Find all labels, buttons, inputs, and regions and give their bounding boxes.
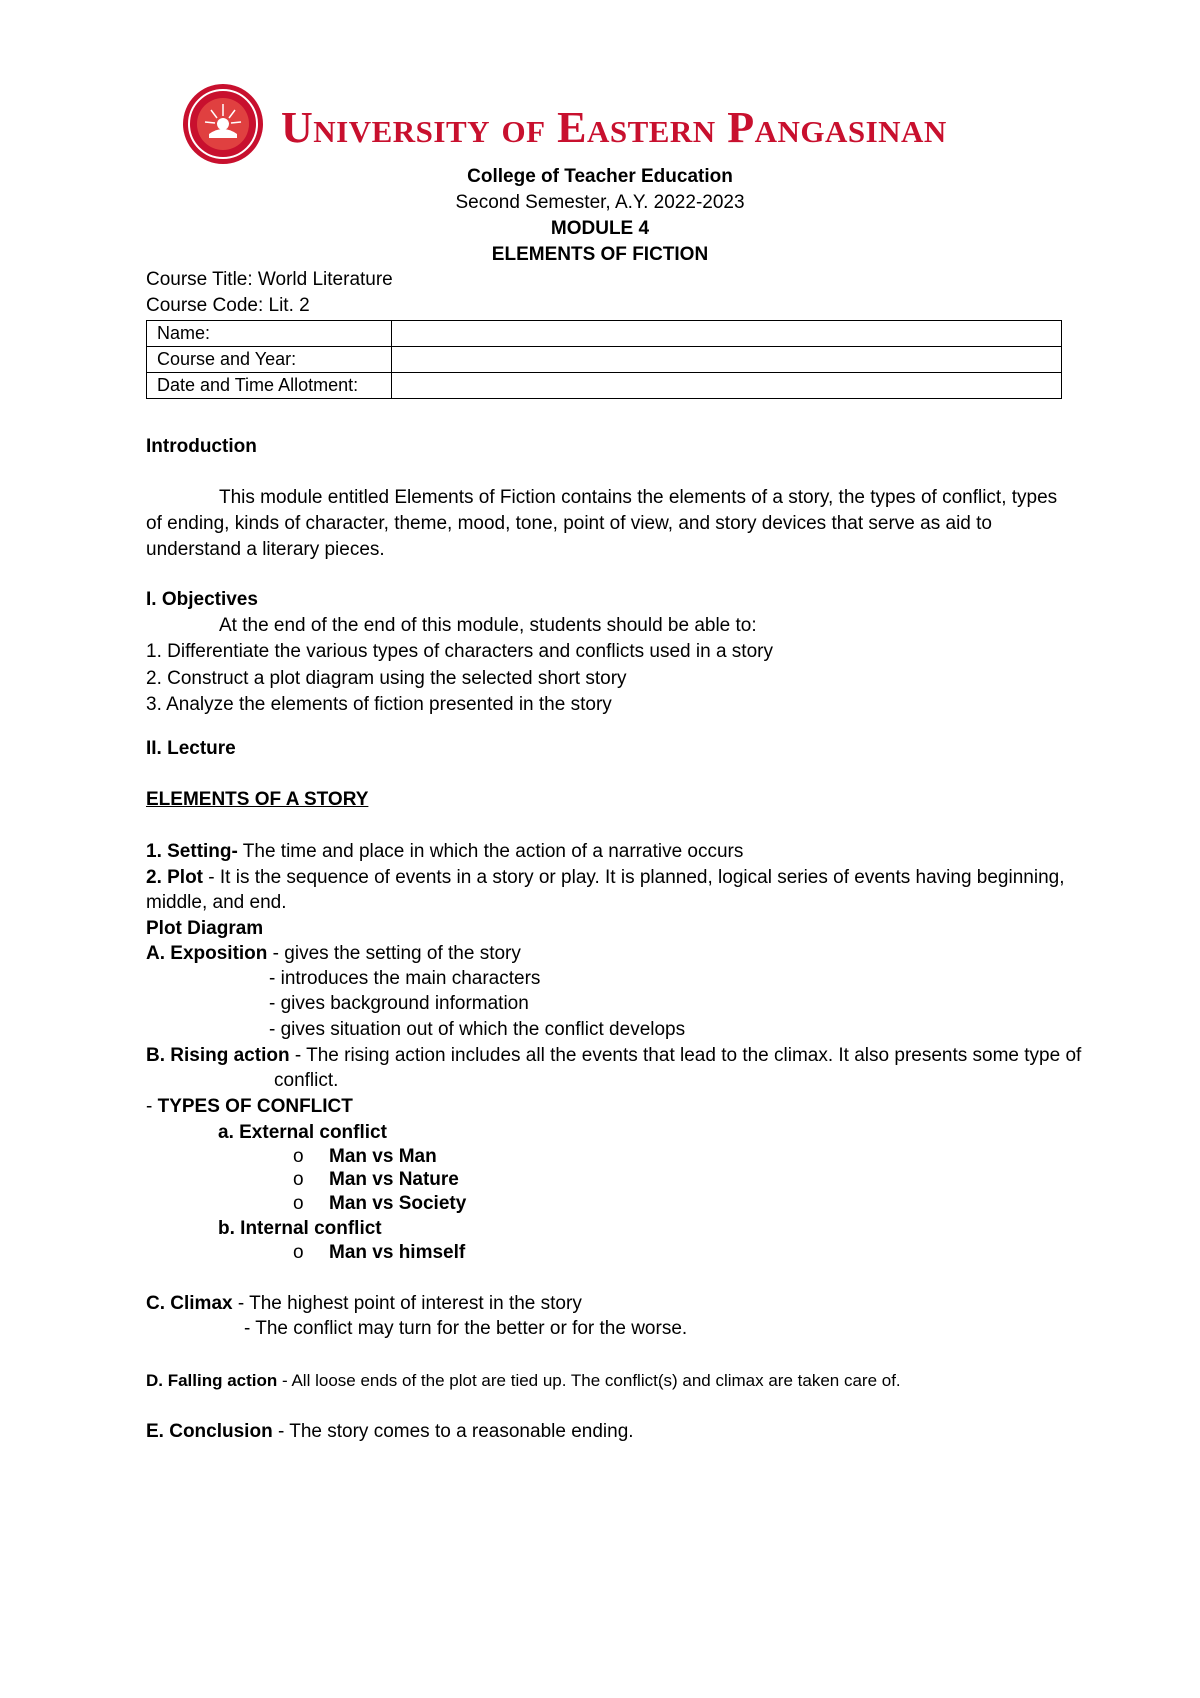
rising-action-text: - The rising action includes all the events that lead to the climax. It also presents some type of [289, 1045, 1082, 1066]
bullet-icon: o [293, 1169, 304, 1190]
section-title: ELEMENTS OF A STORY [146, 789, 369, 810]
exposition-label: A. Exposition [146, 943, 268, 964]
course-year-field[interactable] [392, 347, 1062, 373]
student-info-table [146, 320, 1062, 399]
conclusion-text: - The story comes to a reasonable ending. [272, 1421, 634, 1442]
conclusion-line [146, 1419, 634, 1445]
falling-action-text: - All loose ends of the plot are tied up. The conflict(s) and climax are taken care of. [277, 1371, 901, 1390]
plot-text-continued: middle, and end. [146, 892, 287, 913]
semester-line: Second Semester, A.Y. 2022-2023 [455, 192, 745, 213]
objective-item: 2. Construct a plot diagram using the selected short story [146, 668, 627, 689]
course-year-label: Course and Year: [147, 347, 392, 373]
climax-text-continued: - The conflict may turn for the better or for the worse. [244, 1318, 688, 1339]
plot-text: - It is the sequence of events in a story or play. It is planned, logical series of events having beginning, [203, 867, 1065, 888]
lecture-heading: II. Lecture [146, 738, 236, 759]
table-row [147, 347, 1062, 373]
falling-action-label: D. Falling action [146, 1371, 278, 1390]
course-code: Course Code: Lit. 2 [146, 295, 310, 316]
objective-item: 3. Analyze the elements of fiction presented in the story [146, 694, 612, 715]
falling-action-line [146, 1368, 901, 1394]
types-of-conflict-heading: TYPES OF CONFLICT [157, 1096, 353, 1117]
rising-action-continued: conflict. [274, 1070, 339, 1091]
objectives-intro: At the end of the end of this module, students should be able to: [219, 615, 757, 636]
exposition-item: - gives situation out of which the conflict develops [269, 1019, 686, 1040]
climax-label: C. Climax [146, 1293, 233, 1314]
climax-text: - The highest point of interest in the story [232, 1293, 582, 1314]
bullet-icon: o [293, 1193, 304, 1214]
introduction-text: This module entitled Elements of Fiction contains the elements of a story, the types of conflict, types of ending, kinds of character, theme, mood, tone, point of view, and story devices that serve as aid to understand a literary pieces. [146, 487, 1058, 560]
setting-text: The time and place in which the action of a narrative occurs [237, 841, 744, 862]
types-dash: - [146, 1096, 158, 1117]
name-field[interactable] [392, 321, 1062, 347]
conflict-type: Man vs himself [329, 1242, 466, 1263]
university-name: University of Eastern Pangasinan [281, 103, 947, 152]
bullet-icon: o [293, 1146, 304, 1167]
exposition-item: - gives background information [269, 993, 529, 1014]
exposition-item: - introduces the main characters [269, 968, 541, 989]
objectives-heading: I. Objectives [146, 589, 258, 610]
introduction-heading: Introduction [146, 436, 257, 457]
exposition-item: - gives the setting of the story [267, 943, 521, 964]
table-row [147, 373, 1062, 399]
list-item [293, 1240, 465, 1266]
module-title: ELEMENTS OF FICTION [491, 244, 709, 265]
conclusion-label: E. Conclusion [146, 1421, 273, 1442]
exposition-line [146, 941, 521, 967]
setting-label: 1. Setting- [146, 841, 238, 862]
objective-item: 1. Differentiate the various types of characters and conflicts used in a story [146, 641, 773, 662]
date-time-label: Date and Time Allotment: [147, 373, 392, 399]
module-number: MODULE 4 [550, 218, 650, 239]
plot-line [146, 865, 1065, 891]
name-label: Name: [147, 321, 392, 347]
bullet-icon: o [293, 1242, 304, 1263]
university-seal-icon [181, 82, 265, 166]
external-conflict-label: a. External conflict [218, 1122, 387, 1143]
internal-conflict-label: b. Internal conflict [218, 1218, 382, 1239]
types-of-conflict-line [146, 1094, 353, 1120]
conflict-type: Man vs Nature [329, 1169, 459, 1190]
conflict-type: Man vs Man [329, 1146, 437, 1167]
list-item [293, 1167, 459, 1193]
plot-diagram-heading: Plot Diagram [146, 918, 264, 939]
list-item [293, 1191, 466, 1217]
conflict-type: Man vs Society [329, 1193, 467, 1214]
setting-line [146, 839, 743, 865]
climax-line [146, 1291, 582, 1317]
rising-action-label: B. Rising action [146, 1045, 290, 1066]
rising-action-line [146, 1043, 1081, 1069]
course-title: Course Title: World Literature [146, 269, 393, 290]
table-row [147, 321, 1062, 347]
plot-label: 2. Plot [146, 867, 204, 888]
date-time-field[interactable] [392, 373, 1062, 399]
college-name: College of Teacher Education [467, 166, 733, 187]
university-logo-header [181, 82, 1001, 172]
